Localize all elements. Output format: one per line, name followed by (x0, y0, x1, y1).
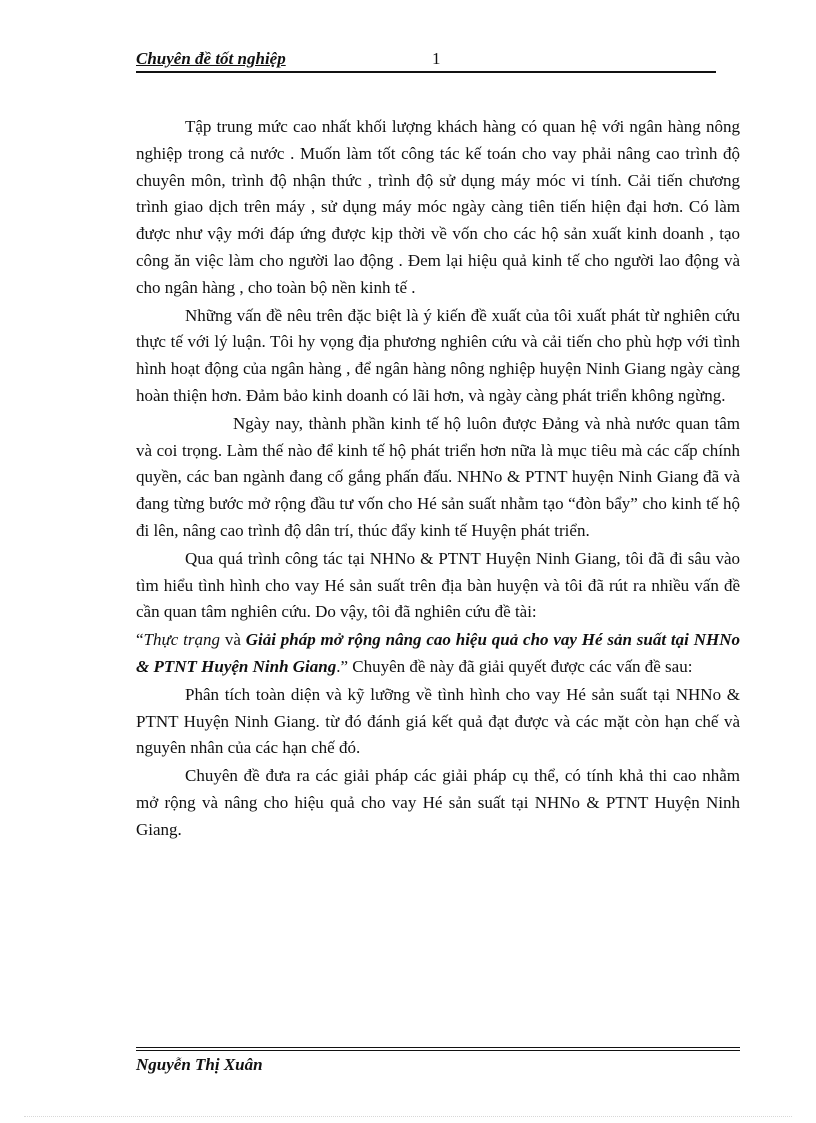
paragraph-5 (136, 627, 740, 681)
paragraph-2: Những vấn đề nêu trên đặc biệt là ý kiến đề xuất của tôi xuất phát từ nghiên cứu thực tế với lý luận. Tôi hy vọng địa phương nghiên cứu và cải tiến cho phù hợp với tình hình hoạt động của ngân hàng , để ngân hàng nông nghiệp huyện Ninh Giang ngày càng hoàn thiện hơn. Đảm bảo kinh doanh có lãi hơn, và ngày càng phát triển không ngừng. (136, 305, 740, 405)
paragraph-1: Tập trung mức cao nhất khối lượng khách hàng có quan hệ với ngân hàng nông nghiệp trong cả nước . Muốn làm tốt công tác kế toán cho vay phải nâng cao trình độ chuyên môn, trình độ nhận thức , trình độ sử dụng máy móc vi tính. Cải tiến chương trình giao dịch trên máy , sử dụng máy móc ngày càng tiên tiến hiện đại hơn. Có làm được như vậy mới đáp ứng được kịp thời về vốn cho các hộ sản xuất kinh doanh , tạo công ăn việc làm cho người lao động . Đem lại hiệu quả kinh tế cho người lao động và cho ngân hàng , cho toàn bộ nền kinh tế . (136, 117, 740, 297)
paragraph-4: Qua quá trình công tác tại NHNo & PTNT Huyện Ninh Giang, tôi đã đi sâu vào tìm hiểu tình hình cho vay Hé sản suất trên địa bàn huyện và tôi đã rút ra nhiều vấn đề cần quan tâm nghiên cứu. Do vậy, tôi đã nghiên cứu đề tài: (136, 548, 740, 622)
footer-rule-double (136, 1050, 740, 1051)
paragraph-7: Chuyên đề đưa ra các giải pháp các giải pháp cụ thể, có tính khả thi cao nhằm mở rộng và nâng cho hiệu quả cho vay Hé sản suất tại NHNo & PTNT Huyện Ninh Giang. (136, 766, 740, 839)
paragraph-6: Phân tích toàn diện và kỹ lưỡng về tình hình cho vay Hé sản suất tại NHNo & PTNT Huyện Ninh Giang. từ đó đánh giá kết quả đạt được và các mặt còn hạn chế và nguyên nhân của các hạn chế đó. (136, 684, 740, 758)
footer-author: Nguyễn Thị Xuân (136, 1055, 263, 1074)
conjunction: và (220, 630, 246, 650)
page-number: 1 (432, 49, 441, 68)
paragraph-3: Ngày nay, thành phần kinh tế hộ luôn được Đảng và nhà nước quan tâm và coi trọng. Làm thế nào để kinh tế hộ phát triển hơn nữa là mục tiêu mà các cấp chính quyền, các ban ngành đang cố gắng phấn đấu. NHNo & PTNT huyện Ninh Giang đã và đang từng bước mở rộng đầu tư vốn cho Hé sản suất nhằm tạo “đòn bẩy” cho kinh tế hộ đi lên, nâng cao trình độ dân trí, thúc đẩy kinh tế Huyện phát triển. (136, 413, 740, 540)
page-header (136, 49, 716, 73)
thesis-title-italic: Thực trạng (143, 630, 220, 650)
thesis-title-bold: Giải pháp mở rộng nâng cao hiệu quả cho vay Hé sản suất tại NHNo & PTNT Huyện Ninh Giang (136, 630, 740, 676)
page-edge-divider (24, 1116, 792, 1117)
header-title: Chuyên đề tốt nghiệp (136, 49, 286, 68)
footer-rule (136, 1047, 740, 1048)
paragraph-5-rest: .” Chuyên đề này đã giải quyết được các vấn đề sau: (336, 656, 693, 676)
open-quote: “ (136, 630, 144, 650)
document-body (136, 114, 740, 845)
